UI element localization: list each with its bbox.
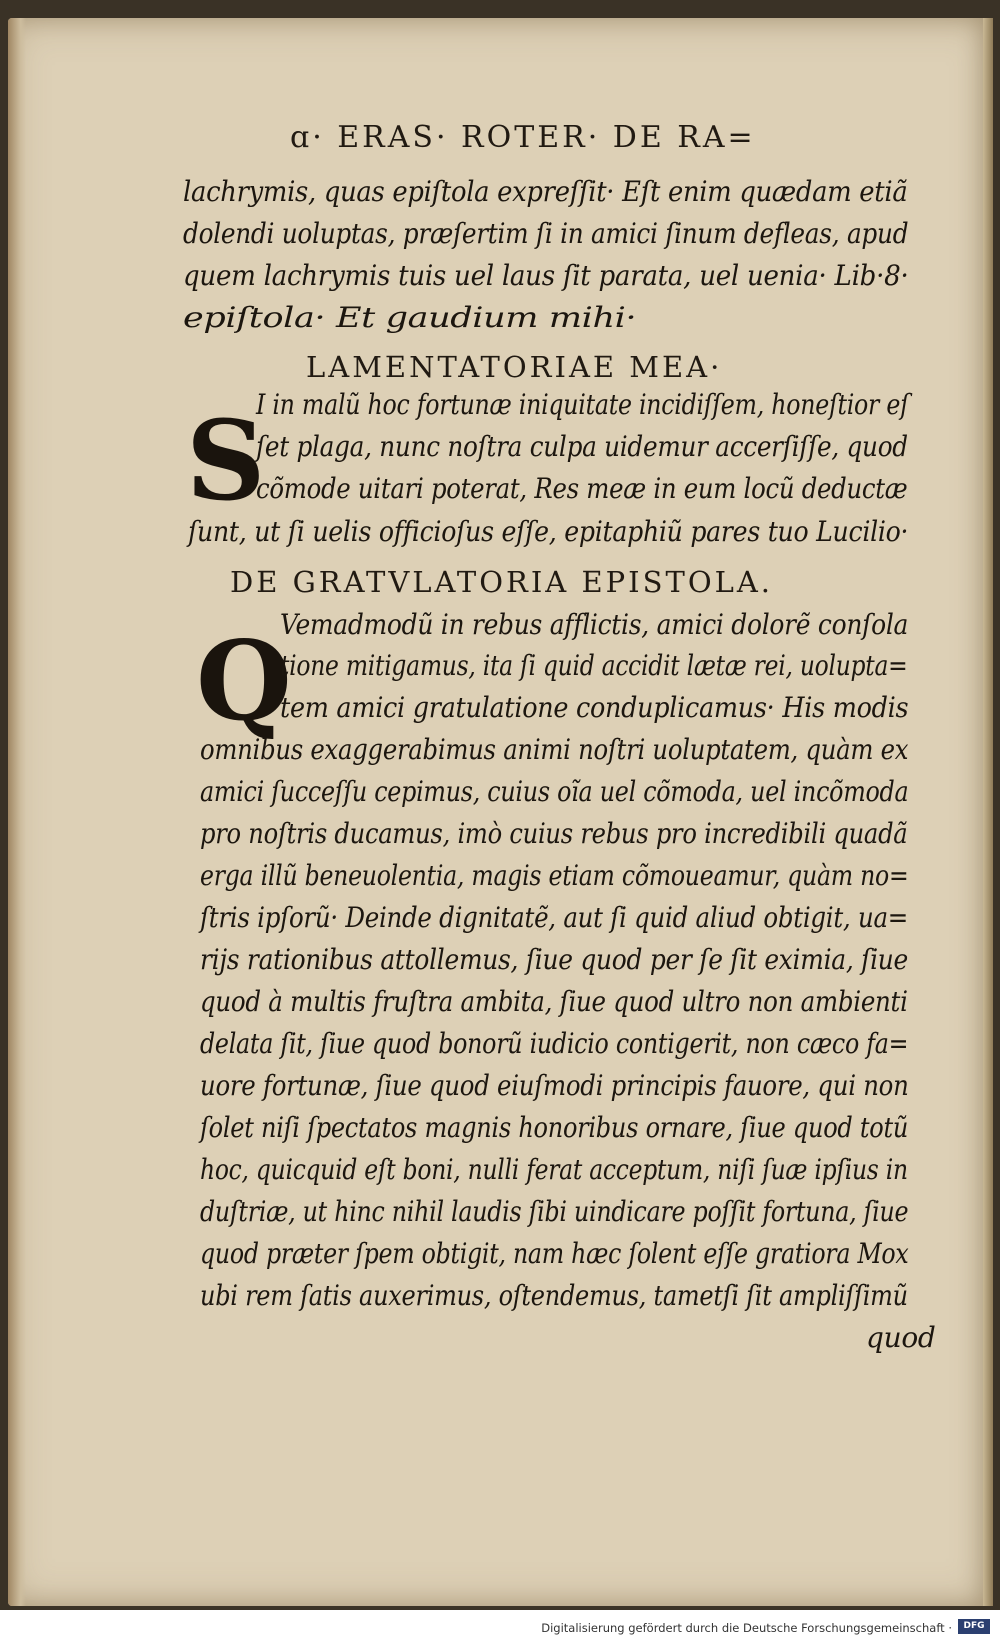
text-line: epiſtola· Et gaudium mihi· xyxy=(183,301,637,334)
footer-credit: Digitalisierung gefördert durch die Deutsche Forschungsgemeinschaft · xyxy=(541,1621,952,1635)
text-line: ſolet niſi ſpectatos magnis honoribus ornare, ſiue quod totũ xyxy=(200,1111,909,1144)
text-line: delata ſit, ſiue quod bonorũ iudicio contigerit, non cæco fa= xyxy=(200,1027,909,1060)
text-line: ubi rem ſatis auxerimus, oſtendemus, tametſi ſit ampliſſimũ xyxy=(200,1279,908,1312)
text-line: erga illũ beneuolentia, magis etiam cõmoueamur, quàm no= xyxy=(200,859,909,892)
text-line: quod præter ſpem obtigit, nam hæc ſolent eſſe gratiora Mox xyxy=(200,1237,909,1270)
running-header: ɑ· ERAS· ROTER· DE RA= xyxy=(290,120,756,155)
text-line: omnibus exaggerabimus animi noſtri uoluptatem, quàm ex xyxy=(200,733,909,766)
section-heading: DE GRATVLATORIA EPISTOLA. xyxy=(230,565,774,599)
text-line: hoc, quicquid eſt boni, nulli ferat acceptum, niſi ſuæ ipſius in xyxy=(200,1153,908,1186)
text-line: ſunt, ut ſi uelis officioſus eſſe, epitaphiũ pares tuo Lucilio· xyxy=(188,515,909,548)
text-line: ſtris ipſorũ· Deinde dignitatẽ, aut ſi quid aliud obtigit, ua= xyxy=(200,901,909,934)
drop-cap: S xyxy=(186,396,266,525)
text-line: rijs rationibus attollemus, ſiue quod per ſe ſit eximia, ſiue xyxy=(200,943,909,976)
text-line: cõmode uitari poterat, Res meæ in eum locũ deductæ xyxy=(256,472,908,505)
section-heading: LAMENTATORIAE MEA· xyxy=(306,350,723,384)
text-line: uore fortunæ, ſiue quod eiuſmodi principis fauore, qui non xyxy=(200,1069,909,1102)
dfg-logo-icon: DFG xyxy=(958,1619,990,1634)
page-edge xyxy=(983,18,993,1606)
text-line: Vemadmodũ in rebus afflictis, amici dolorẽ conſola xyxy=(280,608,909,641)
drop-cap: Q xyxy=(196,616,292,745)
text-line: quem lachrymis tuis uel laus ſit parata, uel uenia· Lib·8· xyxy=(183,259,909,292)
text-line: dolendi uoluptas, præſertim ſi in amici ſinum defleas, apud xyxy=(183,217,909,250)
text-line: tione mitigamus, ita ſi quid accidit lætæ rei, uolupta= xyxy=(280,649,908,682)
text-line: tem amici gratulatione conduplicamus· His modis xyxy=(280,691,909,724)
footer-bar xyxy=(0,1610,1000,1646)
text-line: I in malũ hoc fortunæ iniquitate incidiſſem, honeſtior eſ xyxy=(256,388,909,421)
text-line: pro noſtris ducamus, imò cuius rebus pro incredibili quadã xyxy=(200,817,908,850)
text-line: lachrymis, quas epiſtola expreſſit· Eſt enim quædam etiã xyxy=(183,175,908,208)
text-line: quod à multis fruſtra ambita, ſiue quod ultro non ambienti xyxy=(200,985,908,1018)
book-page xyxy=(8,18,993,1606)
catchword: quod xyxy=(866,1321,936,1354)
text-line: amici ſucceſſu cepimus, cuius oĩa uel cõmoda, uel incõmoda xyxy=(200,775,909,808)
text-line: ſet plaga, nunc noſtra culpa uidemur accerſiſſe, quod xyxy=(256,430,908,463)
text-line: duſtriæ, ut hinc nihil laudis ſibi uindicare poſſit fortuna, ſiue xyxy=(200,1195,909,1228)
